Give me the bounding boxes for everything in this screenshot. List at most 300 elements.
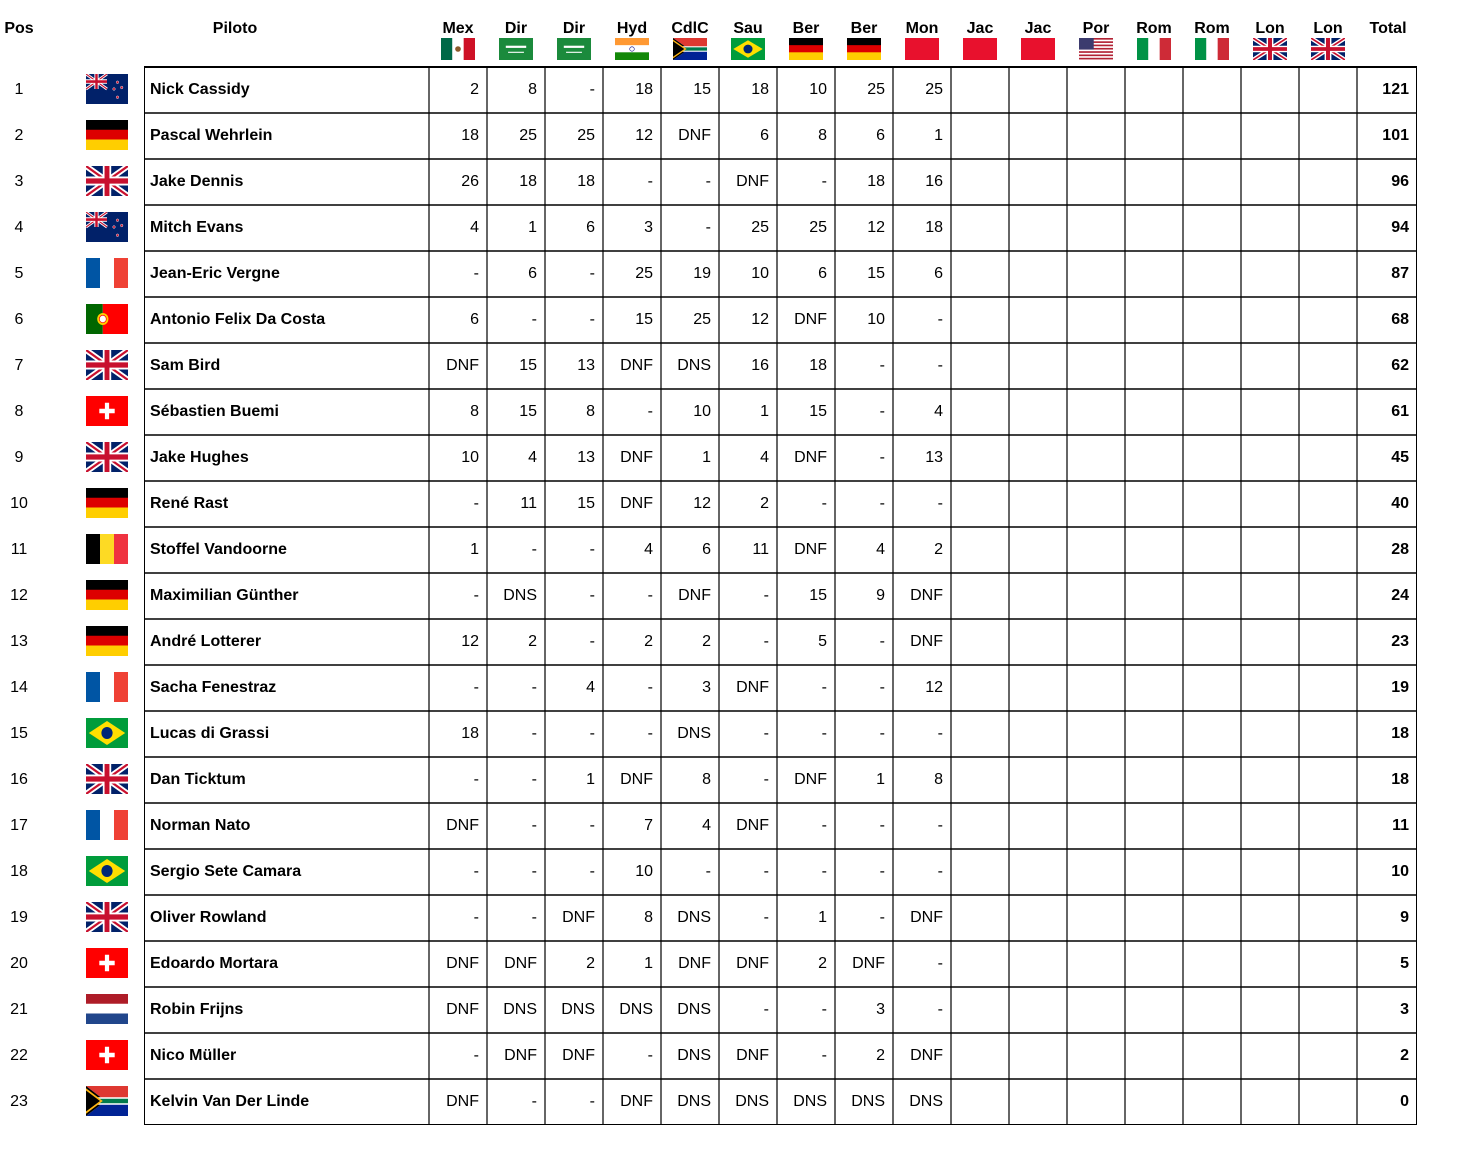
- switzerland-flag-icon: [86, 396, 128, 426]
- race-result: 11: [752, 541, 769, 558]
- total-points: 10: [1391, 863, 1409, 880]
- race-result: -: [763, 725, 769, 742]
- race-result: -: [879, 357, 885, 374]
- race-result: -: [531, 909, 537, 926]
- newzealand-flag-icon: [86, 74, 128, 104]
- race-result: 4: [528, 449, 537, 466]
- race-result: 13: [577, 357, 595, 374]
- germany-flag-icon: [86, 120, 128, 150]
- race-result: DNF: [794, 449, 827, 466]
- table-row: [0, 296, 1472, 342]
- race-result: 2: [470, 81, 479, 98]
- race-result: DNS: [677, 1001, 711, 1018]
- race-result: -: [821, 1001, 827, 1018]
- race-result: 15: [519, 357, 537, 374]
- race-result: 1: [644, 955, 653, 972]
- race-result: 26: [461, 173, 479, 190]
- driver-name: Nico Müller: [150, 1047, 237, 1064]
- race-result: -: [937, 1001, 943, 1018]
- total-points: 96: [1391, 173, 1409, 190]
- race-result: DNF: [620, 495, 653, 512]
- race-result: DNF: [562, 909, 595, 926]
- race-result: 12: [461, 633, 479, 650]
- race-result: 6: [934, 265, 943, 282]
- germany-flag-icon: [847, 38, 881, 60]
- table-row: [0, 848, 1472, 894]
- driver-name: Antonio Felix Da Costa: [150, 311, 326, 328]
- race-result: -: [531, 771, 537, 788]
- driver-name: Dan Ticktum: [150, 771, 246, 788]
- race-header-label: Dir: [504, 20, 528, 37]
- driver-name: Nick Cassidy: [150, 81, 250, 98]
- race-result: DNF: [736, 817, 769, 834]
- saudi-flag-icon: [499, 38, 533, 60]
- race-result: -: [647, 173, 653, 190]
- race-header-label: Hyd: [616, 20, 648, 37]
- position-number: 8: [14, 403, 24, 420]
- driver-name: André Lotterer: [150, 633, 262, 650]
- race-result: 15: [867, 265, 885, 282]
- race-result: 12: [751, 311, 769, 328]
- race-result: -: [647, 403, 653, 420]
- table-row: [0, 940, 1472, 986]
- driver-name: Sam Bird: [150, 357, 221, 374]
- race-result: DNF: [446, 1001, 479, 1018]
- indonesia-flag-icon: [963, 38, 997, 49]
- race-result: DNS: [851, 1093, 885, 1110]
- race-result: DNF: [446, 955, 479, 972]
- driver-name: Pascal Wehrlein: [150, 127, 273, 144]
- position-number: 23: [10, 1093, 28, 1110]
- race-result: DNF: [910, 1047, 943, 1064]
- race-result: -: [705, 219, 711, 236]
- race-result: 18: [751, 81, 769, 98]
- monaco-flag-icon: [905, 38, 939, 49]
- race-header-label: Lon: [1313, 20, 1343, 37]
- race-result: -: [647, 725, 653, 742]
- race-result: -: [937, 311, 943, 328]
- race-result: 15: [809, 403, 827, 420]
- race-result: 8: [586, 403, 595, 420]
- race-header-label: Ber: [850, 20, 878, 37]
- race-header-label: CdlC: [671, 20, 709, 37]
- race-result: DNS: [677, 909, 711, 926]
- race-result: -: [763, 771, 769, 788]
- race-header-label: Mon: [905, 20, 939, 37]
- position-number: 17: [10, 817, 28, 834]
- portugal-flag-icon: [86, 304, 128, 334]
- race-result: -: [763, 863, 769, 880]
- total-points: 40: [1391, 495, 1409, 512]
- race-result: -: [879, 863, 885, 880]
- race-result: 1: [818, 909, 827, 926]
- race-result: -: [763, 909, 769, 926]
- race-result: 18: [461, 725, 479, 742]
- race-result: -: [589, 541, 595, 558]
- table-row: [0, 204, 1472, 250]
- table-row: [0, 66, 1472, 112]
- race-result: 18: [461, 127, 479, 144]
- total-points: 23: [1391, 633, 1409, 650]
- position-number: 20: [10, 955, 28, 972]
- race-result: DNS: [677, 1047, 711, 1064]
- race-result: 5: [818, 633, 827, 650]
- position-number: 10: [10, 495, 28, 512]
- italy-flag-icon: [1137, 38, 1171, 60]
- header-pos: Pos: [4, 20, 34, 37]
- total-points: 87: [1391, 265, 1409, 282]
- race-result: -: [763, 587, 769, 604]
- race-result: 12: [635, 127, 653, 144]
- race-result: DNF: [794, 771, 827, 788]
- uk-flag-icon: [1253, 38, 1287, 60]
- race-result: -: [589, 81, 595, 98]
- race-result: -: [879, 909, 885, 926]
- race-header-label: Lon: [1255, 20, 1285, 37]
- table-row: [0, 434, 1472, 480]
- driver-name: Mitch Evans: [150, 219, 244, 236]
- race-result: -: [879, 817, 885, 834]
- race-result: -: [821, 173, 827, 190]
- brazil-flag-icon: [731, 38, 765, 60]
- position-number: 5: [14, 265, 24, 282]
- table-row: [0, 1078, 1472, 1124]
- race-result: 8: [528, 81, 537, 98]
- race-result: -: [705, 863, 711, 880]
- header-pilot: Piloto: [212, 20, 258, 37]
- race-result: -: [647, 1047, 653, 1064]
- race-result: 11: [520, 495, 537, 512]
- table-row: [0, 112, 1472, 158]
- table-row: [0, 986, 1472, 1032]
- total-points: 62: [1391, 357, 1409, 374]
- race-result: -: [473, 909, 479, 926]
- race-result: 15: [519, 403, 537, 420]
- race-header-label: Jac: [966, 20, 994, 37]
- race-result: DNS: [561, 1001, 595, 1018]
- driver-name: Maximilian Günther: [150, 587, 299, 604]
- race-result: DNF: [736, 1047, 769, 1064]
- race-result: -: [589, 817, 595, 834]
- race-result: 6: [818, 265, 827, 282]
- uk-flag-icon: [86, 350, 128, 380]
- position-number: 7: [14, 357, 24, 374]
- race-result: DNS: [909, 1093, 943, 1110]
- race-result: 13: [925, 449, 943, 466]
- race-result: DNS: [677, 357, 711, 374]
- usa-flag-icon: [1079, 38, 1113, 60]
- race-result: DNF: [678, 955, 711, 972]
- table-row: [0, 250, 1472, 296]
- race-result: 3: [644, 219, 653, 236]
- race-result: 2: [760, 495, 769, 512]
- race-result: 8: [702, 771, 711, 788]
- race-result: -: [589, 1093, 595, 1110]
- race-result: 10: [751, 265, 769, 282]
- race-result: 15: [809, 587, 827, 604]
- race-result: DNF: [562, 1047, 595, 1064]
- race-result: 18: [519, 173, 537, 190]
- race-result: -: [763, 633, 769, 650]
- race-result: -: [589, 633, 595, 650]
- total-points: 19: [1391, 679, 1409, 696]
- race-header-label: Por: [1082, 20, 1110, 37]
- driver-name: Jean-Eric Vergne: [150, 265, 280, 282]
- race-result: 25: [519, 127, 537, 144]
- race-result: -: [473, 495, 479, 512]
- race-result: 1: [934, 127, 943, 144]
- switzerland-flag-icon: [86, 1040, 128, 1070]
- race-result: DNS: [503, 587, 537, 604]
- race-result: 2: [934, 541, 943, 558]
- driver-name: Lucas di Grassi: [150, 725, 270, 742]
- driver-name: Sergio Sete Camara: [150, 863, 302, 880]
- race-result: DNF: [910, 633, 943, 650]
- race-result: 2: [876, 1047, 885, 1064]
- race-result: 3: [702, 679, 711, 696]
- race-result: 4: [934, 403, 943, 420]
- race-result: 19: [693, 265, 711, 282]
- race-result: 2: [586, 955, 595, 972]
- table-row: [0, 756, 1472, 802]
- position-number: 13: [10, 633, 28, 650]
- race-result: DNF: [504, 955, 537, 972]
- position-number: 2: [14, 127, 24, 144]
- table-row: [0, 158, 1472, 204]
- total-points: 18: [1391, 771, 1409, 788]
- uk-flag-icon: [86, 166, 128, 196]
- race-result: 4: [702, 817, 711, 834]
- race-result: -: [937, 863, 943, 880]
- position-number: 4: [14, 219, 24, 236]
- race-result: DNS: [503, 1001, 537, 1018]
- race-result: 12: [925, 679, 943, 696]
- race-result: 18: [635, 81, 653, 98]
- race-result: -: [821, 725, 827, 742]
- race-header-label: Ber: [792, 20, 820, 37]
- race-result: 18: [809, 357, 827, 374]
- driver-name: Jake Dennis: [150, 173, 244, 190]
- saudi-flag-icon: [557, 38, 591, 60]
- driver-name: Robin Frijns: [150, 1001, 244, 1018]
- uk-flag-icon: [1311, 38, 1345, 60]
- race-result: 10: [693, 403, 711, 420]
- race-result: -: [647, 587, 653, 604]
- race-result: 8: [644, 909, 653, 926]
- race-result: -: [589, 587, 595, 604]
- race-result: 4: [876, 541, 885, 558]
- race-result: DNF: [620, 449, 653, 466]
- driver-name: Jake Hughes: [150, 449, 249, 466]
- total-points: 5: [1400, 955, 1409, 972]
- race-result: 3: [876, 1001, 885, 1018]
- race-result: 1: [876, 771, 885, 788]
- driver-name: Oliver Rowland: [150, 909, 267, 926]
- position-number: 6: [14, 311, 24, 328]
- race-result: -: [879, 725, 885, 742]
- race-result: DNF: [852, 955, 885, 972]
- race-result: -: [879, 679, 885, 696]
- race-header-label: Sau: [733, 20, 763, 37]
- race-header-label: Jac: [1024, 20, 1052, 37]
- race-result: 12: [693, 495, 711, 512]
- race-result: -: [879, 449, 885, 466]
- race-result: -: [937, 817, 943, 834]
- race-result: 25: [635, 265, 653, 282]
- total-points: 0: [1400, 1093, 1409, 1110]
- race-result: 25: [577, 127, 595, 144]
- race-result: 13: [577, 449, 595, 466]
- race-result: DNF: [446, 1093, 479, 1110]
- race-result: 8: [934, 771, 943, 788]
- driver-name: Edoardo Mortara: [150, 955, 279, 972]
- table-row: [0, 526, 1472, 572]
- race-result: 18: [577, 173, 595, 190]
- race-result: -: [473, 679, 479, 696]
- position-number: 3: [14, 173, 24, 190]
- race-result: -: [531, 863, 537, 880]
- table-row: [0, 480, 1472, 526]
- race-result: 2: [528, 633, 537, 650]
- total-points: 11: [1392, 817, 1409, 834]
- race-result: -: [821, 1047, 827, 1064]
- position-number: 9: [14, 449, 24, 466]
- race-result: -: [763, 1001, 769, 1018]
- race-result: 16: [925, 173, 943, 190]
- race-result: 10: [635, 863, 653, 880]
- uk-flag-icon: [86, 902, 128, 932]
- race-result: -: [531, 541, 537, 558]
- table-row: [0, 572, 1472, 618]
- race-result: -: [937, 357, 943, 374]
- total-points: 68: [1391, 311, 1409, 328]
- race-result: 10: [461, 449, 479, 466]
- race-result: 15: [635, 311, 653, 328]
- france-flag-icon: [86, 672, 128, 702]
- race-result: -: [473, 265, 479, 282]
- brazil-flag-icon: [86, 718, 128, 748]
- race-result: 4: [760, 449, 769, 466]
- race-result: -: [473, 863, 479, 880]
- race-result: 15: [577, 495, 595, 512]
- race-result: 1: [528, 219, 537, 236]
- race-result: 10: [809, 81, 827, 98]
- race-result: -: [589, 265, 595, 282]
- race-header-label: Mex: [442, 20, 474, 37]
- position-number: 1: [14, 81, 24, 98]
- race-result: 6: [702, 541, 711, 558]
- race-result: 1: [702, 449, 711, 466]
- race-result: -: [473, 771, 479, 788]
- race-result: -: [531, 311, 537, 328]
- race-result: 18: [867, 173, 885, 190]
- race-result: -: [821, 679, 827, 696]
- uk-flag-icon: [86, 764, 128, 794]
- brazil-flag-icon: [86, 856, 128, 886]
- germany-flag-icon: [86, 488, 128, 518]
- race-result: -: [821, 495, 827, 512]
- belgium-flag-icon: [86, 534, 128, 564]
- race-result: 10: [867, 311, 885, 328]
- race-result: 25: [925, 81, 943, 98]
- race-result: 6: [876, 127, 885, 144]
- race-result: -: [589, 725, 595, 742]
- race-result: -: [821, 863, 827, 880]
- race-result: DNF: [910, 587, 943, 604]
- race-result: -: [937, 495, 943, 512]
- race-result: DNF: [620, 357, 653, 374]
- race-result: 4: [586, 679, 595, 696]
- total-points: 45: [1391, 449, 1409, 466]
- race-result: 4: [470, 219, 479, 236]
- race-result: 8: [470, 403, 479, 420]
- race-header-label: Dir: [562, 20, 586, 37]
- total-points: 24: [1391, 587, 1409, 604]
- race-result: DNF: [678, 127, 711, 144]
- race-result: DNS: [793, 1093, 827, 1110]
- driver-name: René Rast: [150, 495, 229, 512]
- table-row: [0, 894, 1472, 940]
- race-result: DNS: [677, 1093, 711, 1110]
- race-result: DNF: [736, 173, 769, 190]
- race-result: -: [473, 1047, 479, 1064]
- race-result: -: [937, 955, 943, 972]
- table-row: [0, 802, 1472, 848]
- total-points: 61: [1391, 403, 1409, 420]
- total-points: 101: [1382, 127, 1409, 144]
- race-result: -: [589, 311, 595, 328]
- race-result: 2: [818, 955, 827, 972]
- header-total: Total: [1369, 20, 1407, 37]
- total-points: 3: [1400, 1001, 1409, 1018]
- race-result: DNS: [677, 725, 711, 742]
- netherlands-flag-icon: [86, 994, 128, 1024]
- race-result: 16: [751, 357, 769, 374]
- driver-name: Kelvin Van Der Linde: [150, 1093, 310, 1110]
- race-result: 25: [693, 311, 711, 328]
- table-row: [0, 388, 1472, 434]
- race-result: DNF: [446, 817, 479, 834]
- race-result: 1: [470, 541, 479, 558]
- india-flag-icon: [615, 38, 649, 60]
- race-result: -: [937, 725, 943, 742]
- total-points: 18: [1391, 725, 1409, 742]
- race-result: 7: [644, 817, 653, 834]
- race-result: 1: [586, 771, 595, 788]
- france-flag-icon: [86, 810, 128, 840]
- race-result: DNF: [504, 1047, 537, 1064]
- race-result: 6: [586, 219, 595, 236]
- race-result: 9: [876, 587, 885, 604]
- race-result: -: [589, 863, 595, 880]
- race-result: 2: [702, 633, 711, 650]
- race-result: -: [531, 1093, 537, 1110]
- uk-flag-icon: [86, 442, 128, 472]
- table-row: [0, 664, 1472, 710]
- race-result: 18: [925, 219, 943, 236]
- italy-flag-icon: [1195, 38, 1229, 60]
- driver-name: Stoffel Vandoorne: [150, 541, 287, 558]
- race-result: -: [531, 679, 537, 696]
- race-result: -: [821, 817, 827, 834]
- total-points: 9: [1400, 909, 1409, 926]
- position-number: 11: [10, 541, 28, 558]
- race-result: DNS: [735, 1093, 769, 1110]
- race-result: -: [705, 173, 711, 190]
- position-number: 16: [10, 771, 28, 788]
- race-result: DNF: [794, 541, 827, 558]
- driver-name: Sébastien Buemi: [150, 403, 279, 420]
